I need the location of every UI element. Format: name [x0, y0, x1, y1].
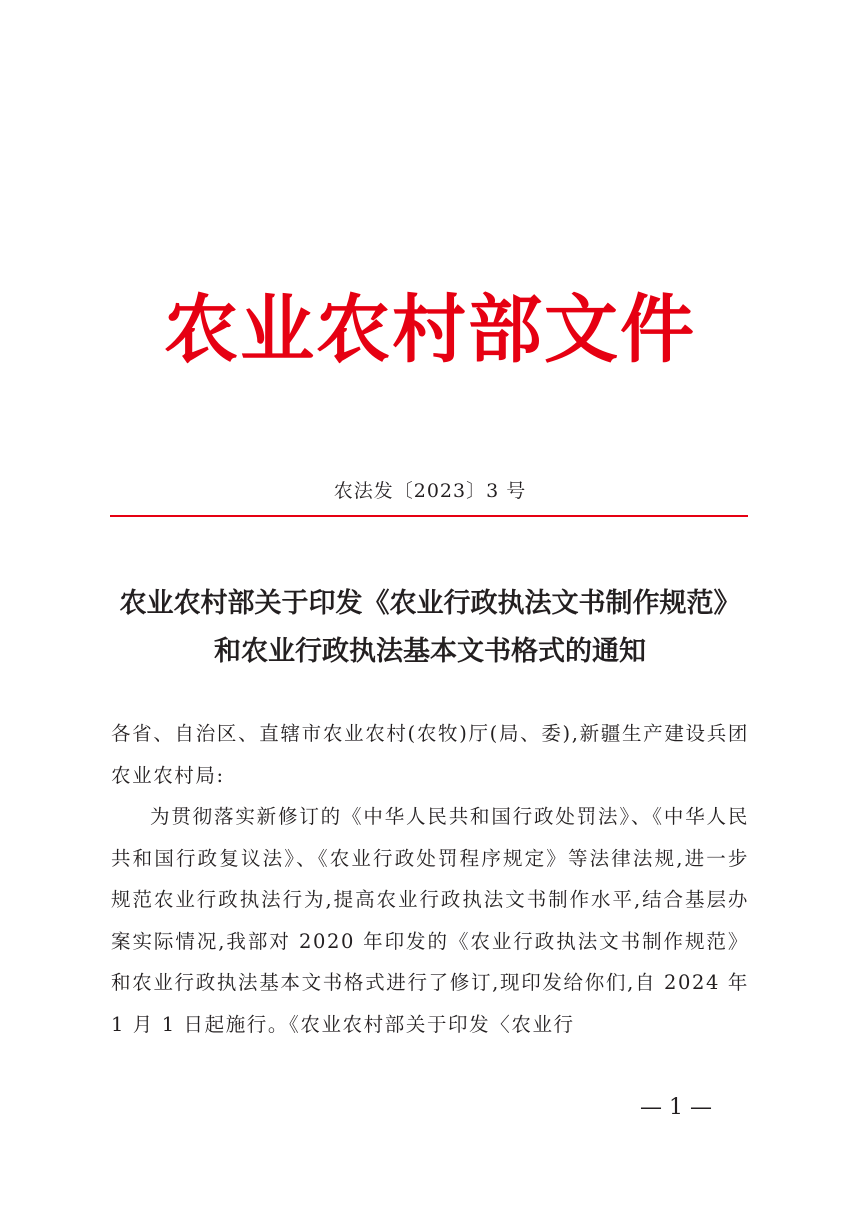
title-line-2: 和农业行政执法基本文书格式的通知: [214, 636, 646, 667]
document-title: [100, 580, 760, 676]
document-number: 农法发〔2023〕3 号: [333, 480, 527, 502]
page-number: — 1 —: [640, 1095, 712, 1120]
body-paragraph: 为贯彻落实新修订的《中华人民共和国行政处罚法》、《中华人民共和国行政复议法》、《农业行政处罚程序规定》等法律法规,进一步规范农业行政执法行为,提高农业行政执法文书制作水平,结合基层办案实际情况,我部对 2020 年印发的《农业行政执法文书制作规范》和农业行政执法基本文书格式进行了修订,现印发给你们,自 2024 年 1 月 1 日起施行。《农业农村部关于印发〈农业行: [111, 805, 749, 1036]
title-line-1: 农业农村部关于印发《农业行政执法文书制作规范》: [119, 588, 741, 619]
masthead-title: 农业农村部文件: [164, 287, 696, 373]
red-separator-line: [110, 515, 748, 517]
salutation: 各省、自治区、直辖市农业农村(农牧)厅(局、委),新疆生产建设兵团农业农村局:: [111, 722, 749, 787]
document-body: [111, 713, 749, 1045]
